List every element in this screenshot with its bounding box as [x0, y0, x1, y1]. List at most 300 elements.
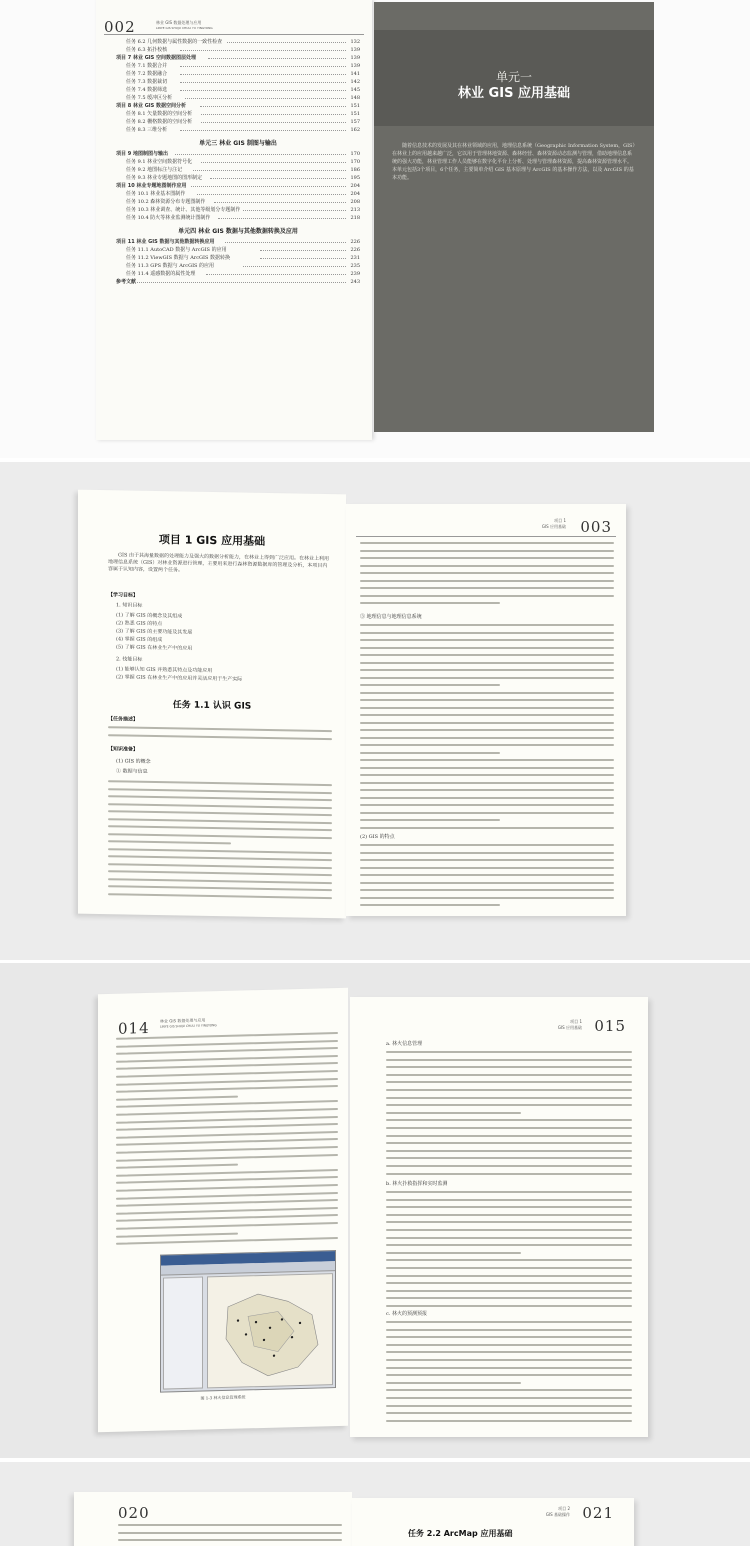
toc-leader-dots: [218, 218, 346, 219]
toc-entry-page: 204: [350, 191, 360, 197]
toc-entry-label: 任务 10.3 林业调查、统计、其他等级划分专题制作: [126, 207, 241, 213]
running-header-sub: GIS 基础操作: [545, 1512, 570, 1517]
toc-leader-dots: [227, 42, 346, 43]
toc-entry-label: 任务 11.2 ViewGIS 数据与 ArcGIS 数据转换: [126, 255, 231, 261]
toc-leader-dots: [180, 82, 346, 83]
separator: [0, 1458, 750, 1461]
text-line: [386, 1150, 632, 1152]
text-line: [116, 1085, 338, 1093]
text-line: [360, 684, 500, 686]
project-intro: GIS 由于其海量数据的处理能力及强大的数据分析能力，在林业上得到广泛应用。在林业上利用地理信息系统（GIS）对林业资源进行管理，主要用来进行森林资源数据库的管理及分析，本项目内容属于认知内容，设置两个任务。: [108, 552, 329, 574]
toc-entry-label: 任务 7.4 数据筛选: [126, 87, 168, 93]
toc-entry-page: 132: [350, 39, 360, 45]
toc-leader-dots: [197, 194, 346, 195]
text-line: [116, 1154, 338, 1162]
book-spread-project1: [0, 462, 750, 960]
text-line: [360, 624, 614, 626]
text-line: [360, 859, 614, 861]
toc-entry-page: 157: [350, 119, 360, 125]
knowledge-goals-label: 1. 知识目标: [116, 602, 143, 609]
toc-entry[interactable]: [116, 158, 360, 166]
toc-entry[interactable]: [116, 126, 360, 134]
toc-entry-page: 141: [350, 71, 360, 77]
toc-entry[interactable]: [116, 86, 360, 94]
running-header-sub: GIS 应用基础: [557, 1025, 582, 1030]
toc-entry-page: 170: [350, 151, 360, 157]
text-line: [386, 1397, 632, 1399]
book-spread-forest-fire: [0, 963, 750, 1458]
text-line: [108, 810, 332, 816]
toc-entry[interactable]: [116, 278, 360, 286]
toc-entry-page: 151: [350, 103, 360, 109]
text-line: [360, 662, 614, 664]
text-line: [116, 1100, 338, 1108]
text-line: [108, 893, 332, 899]
text-line: [108, 825, 332, 831]
text-line: [116, 1131, 338, 1139]
toc-entry-label: 任务 11.4 遥感数据的属性处理: [126, 271, 196, 277]
toc-entry[interactable]: [116, 182, 360, 190]
toc-leader-dots: [180, 74, 346, 75]
toc-entry[interactable]: [116, 62, 360, 70]
gis-concept-heading: (1) GIS 的概念: [116, 758, 151, 765]
toc-leader-dots: [137, 282, 346, 283]
text-line: [108, 833, 332, 839]
toc-entry-label: 任务 11.1 AutoCAD 数据与 ArcGIS 的应用: [126, 247, 227, 253]
text-line: [360, 904, 500, 906]
body-text: [78, 490, 346, 495]
toc-leader-dots: [243, 266, 346, 267]
left-page: [98, 988, 348, 1433]
project-title: 项目 1 GIS 应用基础: [158, 533, 266, 548]
text-line: [386, 1214, 632, 1216]
text-line: [386, 1405, 632, 1407]
toc-entry[interactable]: [116, 110, 360, 118]
text-line: [108, 795, 332, 801]
running-header: 项目 1: [554, 518, 566, 523]
toc-entry-label: 任务 8.2 栅格数据的空间分析: [126, 119, 193, 125]
toc-leader-dots: [201, 122, 346, 123]
text-line: [116, 1199, 338, 1207]
toc-entry[interactable]: [116, 118, 360, 126]
text-line: [386, 1127, 632, 1129]
text-line: [116, 1040, 338, 1048]
text-line: [386, 1051, 632, 1053]
text-line: [360, 889, 614, 891]
text-line: [116, 1176, 338, 1184]
skill-goals-list: [116, 666, 242, 684]
toc-entry-page: 226: [350, 247, 360, 253]
toc-entry[interactable]: [116, 174, 360, 182]
right-page: [350, 997, 648, 1437]
toc-unit-heading: 单元三 林业 GIS 制图与输出: [199, 140, 277, 147]
toc-entry-page: 139: [350, 47, 360, 53]
toc-entry-label: 任务 10.2 森林资源分布专题图制作: [126, 199, 206, 205]
page-number: 003: [580, 518, 612, 536]
text-line: [116, 1116, 338, 1124]
toc-entry-page: 208: [350, 199, 360, 205]
table-of-contents: [116, 38, 360, 338]
text-line: [116, 1222, 338, 1230]
text-line: [386, 1066, 632, 1068]
unit-intro: 随着信息技术的发展及其在林业领域的应用，地理信息系统（Geographic Information System，GIS）在林业上的应用越来越广泛，它以用于管理林地资源、森林经营、森林资源动态监测与管理，借助地理信息系统的强大功能，林业管理工作人员能够在数字化平台上分析、处理与管理森林资源，提高森林资源管理水平。本单元包括3个项目，6个任务，主要简单介绍 GIS 基本原理与 ArcGIS 的基本操作方法，以及 ArcGIS 的基本功能。: [392, 143, 635, 181]
text-line: [386, 1229, 632, 1231]
toc-entry-page: 139: [350, 63, 360, 69]
toc-entry-label: 任务 6.3 拓扑校核: [126, 47, 168, 53]
text-line: [108, 840, 231, 844]
text-line: [360, 654, 614, 656]
toc-entry-page: 170: [350, 159, 360, 165]
running-header: 项目 2: [558, 1506, 570, 1511]
book-spread-toc: [0, 0, 750, 458]
text-line: [108, 788, 332, 794]
text-line: [360, 797, 614, 799]
text-line: [386, 1119, 632, 1121]
task-title: 任务 2.2 ArcMap 应用基础: [408, 1529, 513, 1538]
toc-entry[interactable]: [116, 54, 360, 62]
figure-screenshot: [160, 1250, 336, 1393]
toc-entry-page: 204: [350, 183, 360, 189]
right-page: [352, 1498, 634, 1546]
text-line: [386, 1252, 521, 1254]
toc-entry-label: 任务 9.2 地图标注与注记: [126, 167, 183, 173]
text-line: [108, 818, 332, 824]
text-line: [386, 1297, 632, 1299]
page-number: 014: [118, 1018, 150, 1038]
toc-entry-label: 项目 8 林业 GIS 数据空间分析: [116, 103, 187, 109]
toc-leader-dots: [260, 250, 346, 251]
text-line: [386, 1336, 632, 1338]
text-line: [116, 1123, 338, 1131]
text-line: [116, 1237, 338, 1245]
toc-entry[interactable]: [116, 78, 360, 86]
text-line: [360, 677, 614, 679]
text-line: [386, 1305, 632, 1307]
header-rule: [356, 536, 616, 537]
toc-entry-label: 任务 9.1 林业空间数据符号化: [126, 159, 193, 165]
text-line: [360, 882, 614, 884]
toc-entry-label: 任务 8.1 矢量数据的空间分析: [126, 111, 193, 117]
toc-entry-page: 162: [350, 127, 360, 133]
toc-entry[interactable]: [116, 70, 360, 78]
text-line: [360, 565, 614, 567]
text-line: [360, 550, 614, 552]
text-line: [108, 803, 332, 809]
text-line: [386, 1199, 632, 1201]
section-heading-a: a. 林火信息管理: [386, 1041, 423, 1047]
text-line: [360, 722, 614, 724]
toc-entry[interactable]: [116, 150, 360, 158]
text-line: [116, 1214, 338, 1222]
text-line: [360, 804, 614, 806]
text-line: [386, 1420, 632, 1422]
text-line: [386, 1275, 632, 1277]
goal-item: (1) 能够认知 GIS 并熟悉其特点及功能应用: [116, 666, 213, 675]
text-line: [360, 692, 614, 694]
toc-page: [96, 0, 372, 440]
text-line: [108, 848, 332, 854]
text-line: [360, 595, 614, 597]
text-line: [116, 1047, 338, 1055]
toc-entry[interactable]: [116, 166, 360, 174]
toc-leader-dots: [200, 106, 346, 107]
task-description-label: 【任务描述】: [108, 716, 139, 723]
toc-leader-dots: [206, 274, 346, 275]
toc-entry[interactable]: [116, 198, 360, 206]
gis-features-heading: (2) GIS 的特点: [360, 834, 395, 840]
running-header: 林业 GIS 数据处理与应用: [160, 1017, 206, 1024]
text-line: [386, 1097, 632, 1099]
goal-item: (4) 掌握 GIS 的组成: [116, 636, 163, 644]
text-line: [108, 878, 332, 884]
toc-entry-label: 项目 11 林业 GIS 数据与其他数据转换应用: [116, 239, 215, 245]
text-line: [386, 1290, 632, 1292]
text-line: [108, 863, 332, 869]
text-line: [386, 1104, 632, 1106]
text-line: [116, 1095, 238, 1100]
toc-entry-label: 任务 8.3 三维分析: [126, 127, 168, 133]
goal-item: (2) 掌握 GIS 在林业生产中的应用并灵活应用于生产实际: [116, 674, 243, 683]
text-line: [386, 1165, 632, 1167]
text-line: [116, 1164, 238, 1169]
text-line: [108, 855, 332, 861]
text-line: [116, 1062, 338, 1070]
text-line: [386, 1359, 632, 1361]
toc-entry-label: 任务 10.1 林业基本图制作: [126, 191, 186, 197]
text-line: [386, 1344, 632, 1346]
toc-entry[interactable]: [116, 46, 360, 54]
toc-entry[interactable]: [116, 270, 360, 278]
toc-entry-page: 218: [350, 215, 360, 221]
toc-leader-dots: [180, 90, 346, 91]
toc-leader-dots: [185, 98, 346, 99]
toc-entry-label: 项目 7 林业 GIS 空间数据图层处理: [116, 55, 197, 61]
text-line: [386, 1089, 632, 1091]
text-line: [116, 1078, 338, 1086]
text-line: [116, 1169, 338, 1177]
knowledge-prep-label: 【知识准备】: [108, 746, 139, 753]
toc-entry-label: 任务 7.2 数据融合: [126, 71, 168, 77]
goal-item: (5) 了解 GIS 在林业生产中的应用: [116, 644, 193, 652]
text-line: [360, 602, 500, 604]
knowledge-goals-list: [116, 612, 192, 653]
text-line: [386, 1244, 632, 1246]
text-line: [360, 759, 614, 761]
text-line: [108, 885, 332, 891]
text-line: [360, 714, 614, 716]
text-line: [360, 737, 614, 739]
toc-entry-page: 148: [350, 95, 360, 101]
text-line: [116, 1070, 338, 1078]
running-header: 项目 1: [570, 1019, 582, 1024]
toc-entry-label: 参考文献: [116, 279, 137, 285]
text-line: [108, 734, 332, 740]
unit-title: 单元一: [495, 70, 532, 84]
text-line: [360, 557, 614, 559]
goal-item: (2) 熟悉 GIS 的特点: [116, 620, 163, 628]
text-line: [360, 587, 614, 589]
text-line: [118, 1524, 342, 1526]
text-line: [386, 1382, 521, 1384]
toc-entry[interactable]: [116, 102, 360, 110]
text-line: [386, 1329, 632, 1331]
separator: [0, 458, 750, 461]
goal-item: (3) 了解 GIS 的主要功能及其发展: [116, 628, 193, 636]
toc-leader-dots: [201, 162, 346, 163]
text-line: [386, 1135, 632, 1137]
toc-entry[interactable]: [116, 94, 360, 102]
text-line: [116, 1138, 338, 1146]
header-rule: [104, 34, 364, 35]
text-line: [360, 707, 614, 709]
toc-leader-dots: [193, 170, 346, 171]
toc-entry[interactable]: [116, 206, 360, 214]
toc-entry-label: 任务 10.4 防火等林业监测统计图制作: [126, 215, 211, 221]
toc-entry-page: 235: [350, 263, 360, 269]
text-line: [386, 1267, 632, 1269]
toc-entry-page: 139: [350, 55, 360, 61]
unit-subtitle: 林业 GIS 应用基础: [458, 86, 570, 101]
learning-goals-label: 【学习目标】: [108, 592, 139, 599]
toc-leader-dots: [260, 258, 346, 259]
text-line: [386, 1059, 632, 1061]
toc-entry-page: 145: [350, 87, 360, 93]
text-line: [360, 699, 614, 701]
text-line: [360, 867, 614, 869]
toc-entry-page: 226: [350, 239, 360, 245]
running-header: 林业 GIS 数据处理与应用: [156, 20, 202, 25]
text-line: [386, 1389, 632, 1391]
toc-leader-dots: [225, 242, 346, 243]
toc-entry-page: 213: [350, 207, 360, 213]
layer-panel: [163, 1277, 203, 1390]
map-svg: [208, 1274, 334, 1389]
section-heading-b: b. 林火扑救指挥和实时监测: [386, 1181, 448, 1187]
page-number: 021: [582, 1504, 614, 1522]
toc-entry-label: 任务 9.3 林业专题地图的图形制定: [126, 175, 203, 181]
toc-leader-dots: [210, 178, 346, 179]
text-line: [360, 812, 614, 814]
toc-entry-label: 任务 7.3 数据裁切: [126, 79, 168, 85]
text-line: [116, 1207, 338, 1215]
project-page-right: [346, 504, 626, 916]
toc-entry[interactable]: [116, 254, 360, 262]
text-line: [116, 1055, 338, 1063]
toc-unit-heading: 单元四 林业 GIS 数据与其他数据转换及应用: [178, 228, 298, 235]
toc-leader-dots: [180, 50, 346, 51]
toc-entry[interactable]: [116, 262, 360, 270]
running-header-pinyin: LINYE GIS SHUJU CHULI YU YINGYONG: [160, 1023, 217, 1029]
text-line: [386, 1157, 632, 1159]
toc-entry-page: 243: [350, 279, 360, 285]
text-line: [386, 1367, 632, 1369]
info-system-heading: ③ 地理信息与地理信息系统: [360, 614, 422, 620]
toc-leader-dots: [214, 202, 346, 203]
text-line: [360, 744, 614, 746]
figure-caption: 图 1-3 林火信息管理系统: [200, 1394, 246, 1401]
toc-entry-label: 任务 7.5 缓冲区分析: [126, 95, 173, 101]
toc-entry[interactable]: [116, 38, 360, 46]
text-line: [116, 1232, 238, 1237]
left-page: [74, 1492, 352, 1546]
text-line: [360, 572, 614, 574]
text-line: [116, 1146, 338, 1154]
text-line: [386, 1221, 632, 1223]
toc-entry-page: 186: [350, 167, 360, 173]
text-line: [118, 1539, 342, 1541]
text-line: [116, 1192, 338, 1200]
toc-entry[interactable]: [116, 246, 360, 254]
text-line: [386, 1206, 632, 1208]
text-line: [386, 1074, 632, 1076]
text-line: [360, 647, 614, 649]
toc-entry-label: 项目 9 地图制图与输出: [116, 151, 168, 157]
toc-entry-page: 231: [350, 255, 360, 261]
text-line: [108, 780, 332, 786]
text-line: [386, 1412, 632, 1414]
text-line: [386, 1112, 521, 1114]
page-number: 020: [118, 1504, 150, 1522]
map-view: [207, 1273, 333, 1388]
page-number: 015: [594, 1017, 626, 1035]
text-line: [360, 752, 500, 754]
toc-leader-dots: [208, 58, 346, 59]
toc-entry-page: 142: [350, 79, 360, 85]
text-line: [386, 1173, 632, 1175]
text-line: [386, 1351, 632, 1353]
text-line: [360, 632, 614, 634]
text-line: [360, 580, 614, 582]
text-line: [360, 852, 614, 854]
section-heading-c: c. 林火的预测预报: [386, 1311, 427, 1317]
toc-entry[interactable]: [116, 214, 360, 222]
unit-cover-page: [374, 2, 654, 432]
text-line: [386, 1142, 632, 1144]
toc-entry-label: 任务 11.3 GPS 数据与 ArcGIS 的应用: [126, 263, 215, 269]
text-line: [386, 1081, 632, 1083]
running-header-pinyin: LINYE GIS SHUJU CHULI YU YINGYONG: [156, 26, 213, 30]
toc-leader-dots: [180, 130, 346, 131]
text-line: [360, 639, 614, 641]
book-spread-arcmap: [0, 1462, 750, 1546]
toc-leader-dots: [201, 114, 346, 115]
toc-leader-dots: [180, 66, 346, 67]
text-line: [386, 1374, 632, 1376]
text-line: [360, 729, 614, 731]
text-line: [360, 767, 614, 769]
text-line: [360, 819, 500, 821]
text-line: [360, 897, 614, 899]
toc-entry-page: 195: [350, 175, 360, 181]
text-line: [386, 1191, 632, 1193]
text-line: [360, 789, 614, 791]
toc-entry[interactable]: [116, 238, 360, 246]
toc-entry-label: 项目 10 林业专题地图制作应用: [116, 183, 187, 189]
text-line: [116, 1184, 338, 1192]
text-line: [360, 827, 614, 829]
text-line: [360, 542, 614, 544]
task-title: 任务 1.1 认识 GIS: [172, 700, 252, 712]
text-line: [360, 774, 614, 776]
running-header-sub: GIS 应用基础: [541, 524, 566, 529]
text-line: [360, 844, 614, 846]
text-line: [108, 870, 332, 876]
skill-goals-label: 2. 技能目标: [116, 656, 143, 663]
text-line: [386, 1321, 632, 1323]
toc-entry-page: 239: [350, 271, 360, 277]
toc-entry[interactable]: [116, 190, 360, 198]
toc-leader-dots: [191, 186, 346, 187]
